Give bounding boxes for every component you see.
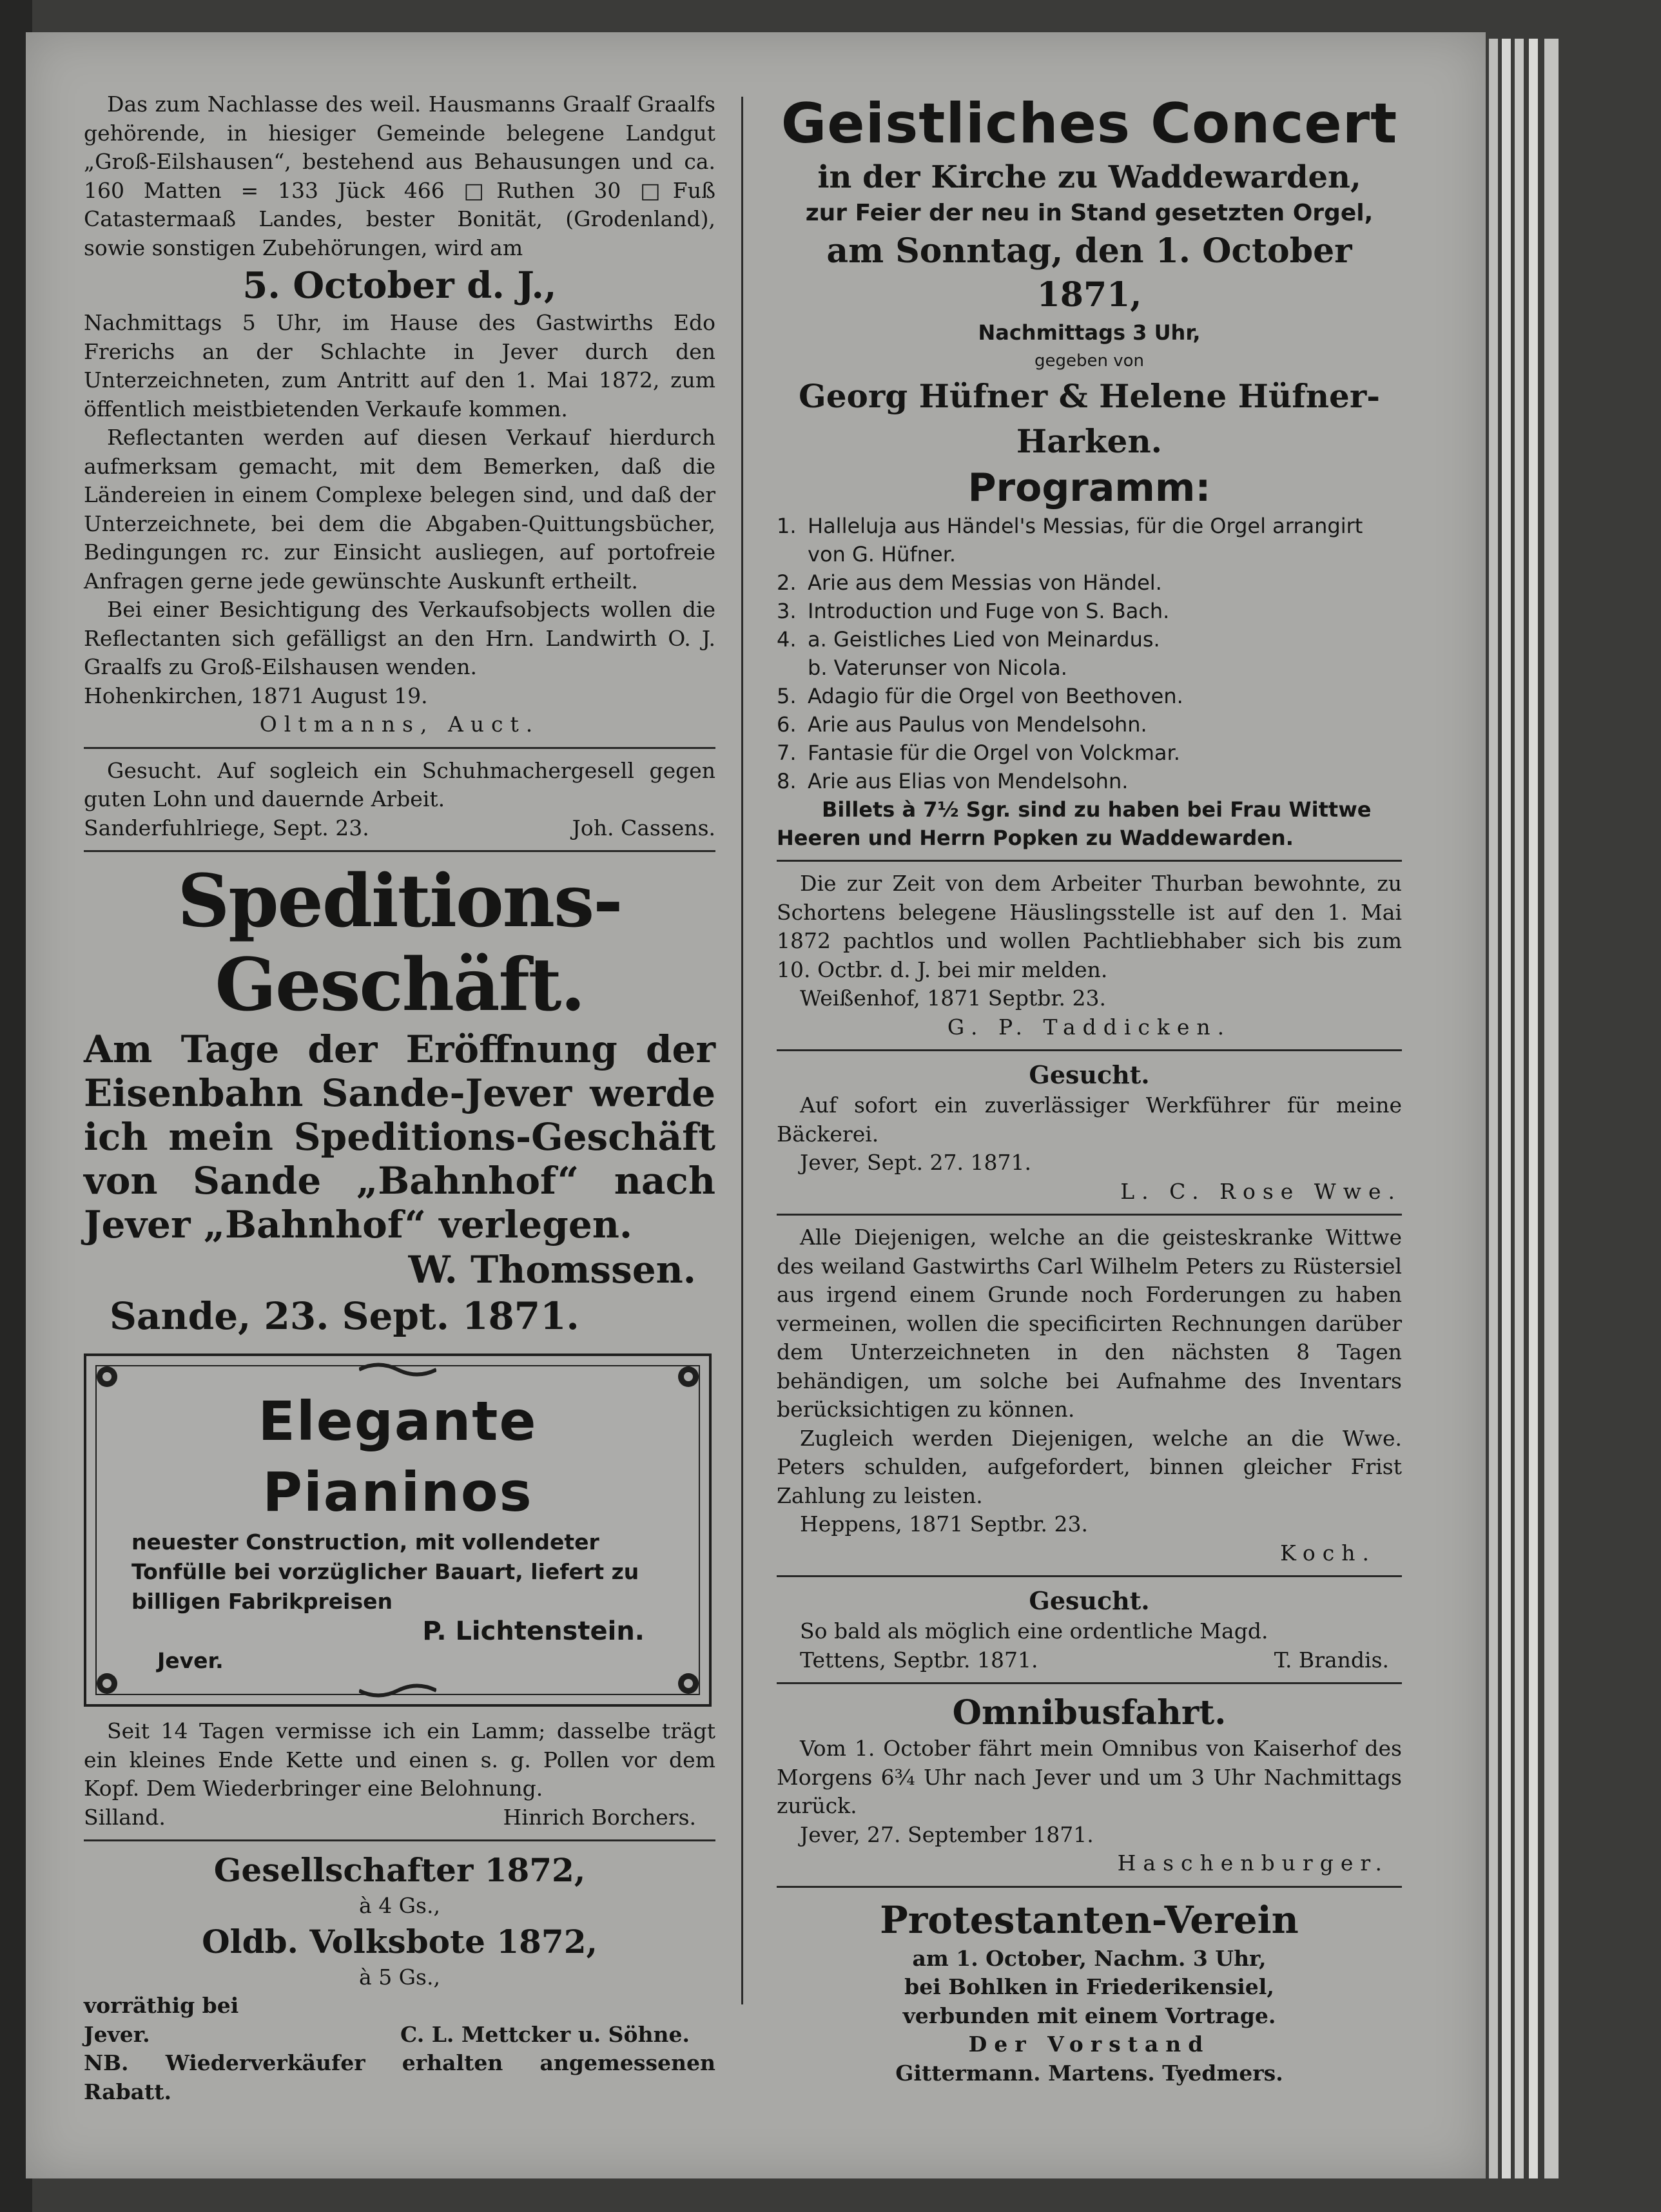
ad-omnibusfahrt: [777, 1692, 1402, 1878]
page-edge: [1544, 39, 1559, 2178]
ornament-vine-icon: [359, 1681, 436, 1700]
landgut-signature: Oltmanns, Auct.: [259, 712, 540, 737]
magd-text: So bald als möglich eine ordentliche Magd.: [800, 1618, 1268, 1644]
peters-place: Heppens, 1871 Septbr. 23.: [800, 1511, 1088, 1537]
list-item: 1. Halleluja aus Händel's Messias, für die Orgel arrangirt von G. Hüfner.: [777, 514, 1363, 567]
speditions-place-date: Sande, 23. Sept. 1871.: [110, 1294, 579, 1338]
lamm-place: Silland.: [84, 1804, 166, 1830]
pianinos-place: Jever.: [157, 1648, 224, 1673]
rule: [84, 1839, 715, 1841]
ad-gesucht-schuhmacher: [84, 757, 715, 843]
werkfuehrer-signature: L. C. Rose Wwe.: [1120, 1178, 1402, 1204]
ad-magd: [777, 1585, 1402, 1674]
haeusling-place: Weißenhof, 1871 Septbr. 23.: [800, 985, 1107, 1011]
rule: [777, 1049, 1402, 1051]
pianinos-body: neuester Construction, mit vollendeter Tonfülle bei vorzüglicher Bauart, liefert zu billigen Fabrikpreisen: [131, 1529, 639, 1614]
right-column: [777, 90, 1402, 2089]
ornament-flower-icon: [93, 1669, 121, 1698]
page-edge: [1529, 39, 1538, 2178]
ad-werkfuehrer: [777, 1059, 1402, 1206]
rule: [777, 1682, 1402, 1684]
page-edge: [1515, 39, 1524, 2178]
kalender-place: Jever.: [84, 2021, 150, 2047]
concert-program-list: [777, 512, 1402, 795]
concert-programm-heading: Programm:: [967, 465, 1211, 510]
landgut-text2: Nachmittags 5 Uhr, im Hause des Gastwirths Edo Frerichs an der Schlachte in Jever durch den Unterzeichneten, zum Antritt auf den 1. Mai 1872, zum öffentlich meistbietenden Verkaufe kommen.: [84, 310, 715, 422]
list-item: 3. Introduction und Fuge von S. Bach.: [777, 599, 1170, 623]
werkfuehrer-heading: Gesucht.: [1029, 1060, 1150, 1089]
ornament-flower-icon: [674, 1669, 703, 1698]
rule: [84, 850, 715, 852]
omnibus-text: Vom 1. October fährt mein Omnibus von Kaiserhof des Morgens 6¾ Uhr nach Jever und um 3 Uhr Nachmittags zurück.: [777, 1736, 1402, 1818]
ad-haeuslingsstelle: [777, 869, 1402, 1042]
peters-signature: Koch.: [1280, 1540, 1376, 1566]
rule: [777, 1886, 1402, 1888]
landgut-text3: Reflectanten werden auf diesen Verkauf hierdurch aufmerksam gemacht, mit dem Bemerken, daß die Ländereien in einem Complexe belegen sind, und daß der Unterzeichnete, bei dem die Abgaben-Quittungsbücher, Bedingungen rc. zur Einsicht ausliegen, auf portofreie Anfragen gerne jede gewünschte Auskunft ertheilt.: [84, 425, 715, 594]
peters-text2: Zugleich werden Diejenigen, welche an die Wwe. Peters schulden, aufgefordert, binnen gleicher Frist Zahlung zu leisten.: [777, 1425, 1402, 1508]
omnibus-place: Jever, 27. September 1871.: [800, 1821, 1094, 1847]
list-item: 4. a. Geistliches Lied von Meinardus.: [777, 627, 1160, 652]
volksbote-price: à 5 Gs.,: [359, 1964, 440, 1990]
list-item: 7. Fantasie für die Orgel von Volckmar.: [777, 741, 1180, 765]
concert-artists: Georg Hüfner & Helene Hüfner-Harken.: [799, 377, 1380, 460]
concert-location: in der Kirche zu Waddewarden,: [817, 159, 1361, 195]
concert-given-by: gegeben von: [1034, 351, 1144, 371]
lamm-text: Seit 14 Tagen vermisse ich ein Lamm; dasselbe trägt ein kleines Ende Kette und einen s. g. Pollen vor dem Kopf. Dem Wiederbringer eine Belohnung.: [84, 1718, 715, 1801]
page-edge: [1502, 39, 1511, 2178]
list-item: 5. Adagio für die Orgel von Beethoven.: [777, 684, 1183, 708]
rule: [777, 1214, 1402, 1216]
werkfuehrer-text: Auf sofort ein zuverlässiger Werkführer für meine Bäckerei.: [777, 1092, 1402, 1147]
column-divider: [741, 97, 743, 2004]
pianinos-signature: P. Lichtenstein.: [422, 1616, 645, 1646]
concert-date: am Sonntag, den 1. October 1871,: [826, 231, 1352, 315]
magd-heading: Gesucht.: [1029, 1586, 1150, 1615]
speditions-title: Speditions-Geschäft.: [177, 859, 622, 1027]
protestanten-members: Gittermann. Martens. Tyedmers.: [895, 2060, 1283, 2086]
pianinos-title: Elegante Pianinos: [258, 1390, 538, 1524]
ornament-flower-icon: [93, 1363, 121, 1391]
list-item: b. Vaterunser von Nicola.: [808, 655, 1067, 680]
protestanten-date: am 1. October, Nachm. 3 Uhr,: [912, 1945, 1267, 1971]
schuhmacher-signature: Joh. Cassens.: [572, 815, 715, 840]
omnibus-title: Omnibusfahrt.: [952, 1693, 1227, 1732]
landgut-date: 5. October d. J.,: [242, 264, 557, 307]
magd-place: Tettens, Septbr. 1871.: [800, 1647, 1038, 1673]
ad-speditions-geschaeft: [84, 860, 715, 1339]
concert-time: Nachmittags 3 Uhr,: [978, 320, 1201, 345]
ad-peters-nachlass: [777, 1223, 1402, 1567]
ad-lamm-vermisst: [84, 1717, 715, 1832]
rule: [777, 1575, 1402, 1577]
ad-kalender: [84, 1849, 715, 2106]
ad-landgut-sale: [84, 90, 715, 739]
landgut-text: Das zum Nachlasse des weil. Hausmanns Graalf Graalfs gehörende, in hiesiger Gemeinde belegene Landgut „Groß-Eilshausen“, bestehend aus Behausungen und ca. 160 Matten = 133 Jück 466 □Ruthen 30 □Fuß Catastermaaß Landes, bester Bonität, (Grodenland), sowie sonstigen Zubehörungen, wird am: [84, 92, 715, 260]
gesellschafter-title: Gesellschafter 1872,: [213, 1851, 586, 1889]
werkfuehrer-place: Jever, Sept. 27. 1871.: [800, 1150, 1032, 1175]
list-item: 2. Arie aus dem Messias von Händel.: [777, 570, 1162, 595]
page-edge: [1489, 39, 1498, 2178]
ornament-flower-icon: [674, 1363, 703, 1391]
volksbote-title: Oldb. Volksbote 1872,: [202, 1922, 597, 1961]
list-item: 8. Arie aus Elias von Mendelsohn.: [777, 769, 1129, 793]
landgut-place-date: Hohenkirchen, 1871 August 19.: [84, 683, 428, 708]
ad-pianinos-framed: [84, 1353, 712, 1707]
peters-text: Alle Diejenigen, welche an die geisteskranke Wittwe des weiland Gastwirths Carl Wilhelm Peters zu Rüstersiel aus irgend einem Grunde noch Forderungen zu haben vermeinen, wollen die specificirten Rechnungen darüber dem Unterzeichneten in den nächsten 8 Tagen behändigen, um solche bei Aufnahme des Inventars berücksichtigen zu können.: [777, 1225, 1402, 1422]
left-column: [84, 90, 715, 2108]
concert-tickets: Billets à 7½ Sgr. sind zu haben bei Frau Wittwe Heeren und Herrn Popken zu Waddewarden.: [777, 797, 1372, 850]
landgut-text4: Bei einer Besichtigung des Verkaufsobjects wollen die Reflectanten sich gefälligst an den Hrn. Landwirth O. J. Graalfs zu Groß-Eilshausen wenden.: [84, 597, 715, 679]
ad-protestanten-verein: [777, 1896, 1402, 2088]
ad-geistliches-concert: [777, 90, 1402, 852]
list-item: 6. Arie aus Paulus von Mendelsohn.: [777, 712, 1147, 737]
kalender-note: NB. Wiederverkäufer erhalten angemessenen Rabatt.: [84, 2050, 715, 2104]
lamm-signature: Hinrich Borchers.: [503, 1804, 696, 1830]
haeusling-signature: G. P. Taddicken.: [947, 1014, 1232, 1040]
protestanten-lecture: verbunden mit einem Vortrage.: [902, 2003, 1276, 2028]
protestanten-board: Der Vorstand: [968, 2032, 1210, 2057]
concert-occasion: zur Feier der neu in Stand gesetzten Orgel,: [805, 200, 1374, 226]
protestanten-location: bei Bohlken in Friederikensiel,: [904, 1974, 1274, 1999]
magd-signature: T. Brandis.: [1274, 1647, 1389, 1673]
haeusling-text: Die zur Zeit von dem Arbeiter Thurban bewohnte, zu Schortens belegene Häuslingsstelle ist auf den 1. Mai 1872 pachtlos und wollen Pachtliebhaber sich bis zum 10. Octbr. d. J. bei mir melden.: [777, 871, 1402, 982]
schuhmacher-text: Gesucht. Auf sogleich ein Schuhmachergesell gegen guten Lohn und dauernde Arbeit.: [84, 757, 715, 811]
kalender-signature: C. L. Mettcker u. Söhne.: [400, 2021, 690, 2047]
speditions-signature: W. Thomssen.: [408, 1248, 696, 1292]
gesellschafter-price: à 4 Gs.,: [359, 1893, 440, 1918]
protestanten-title: Protestanten-Verein: [880, 1897, 1299, 1942]
rule: [777, 860, 1402, 862]
ornament-vine-icon: [359, 1360, 436, 1379]
rule: [84, 747, 715, 749]
speditions-body: Am Tage der Eröffnung der Eisenbahn Sande-Jever werde ich mein Speditions-Geschäft von Sande „Bahnhof“ nach Jever „Bahnhof“ verlegen.: [84, 1027, 715, 1247]
schuhmacher-place: Sanderfuhlriege, Sept. 23.: [84, 815, 369, 840]
concert-title: Geistliches Concert: [781, 92, 1398, 156]
omnibus-signature: Haschenburger.: [1117, 1850, 1389, 1876]
kalender-stock: vorräthig bei: [84, 1993, 239, 2018]
